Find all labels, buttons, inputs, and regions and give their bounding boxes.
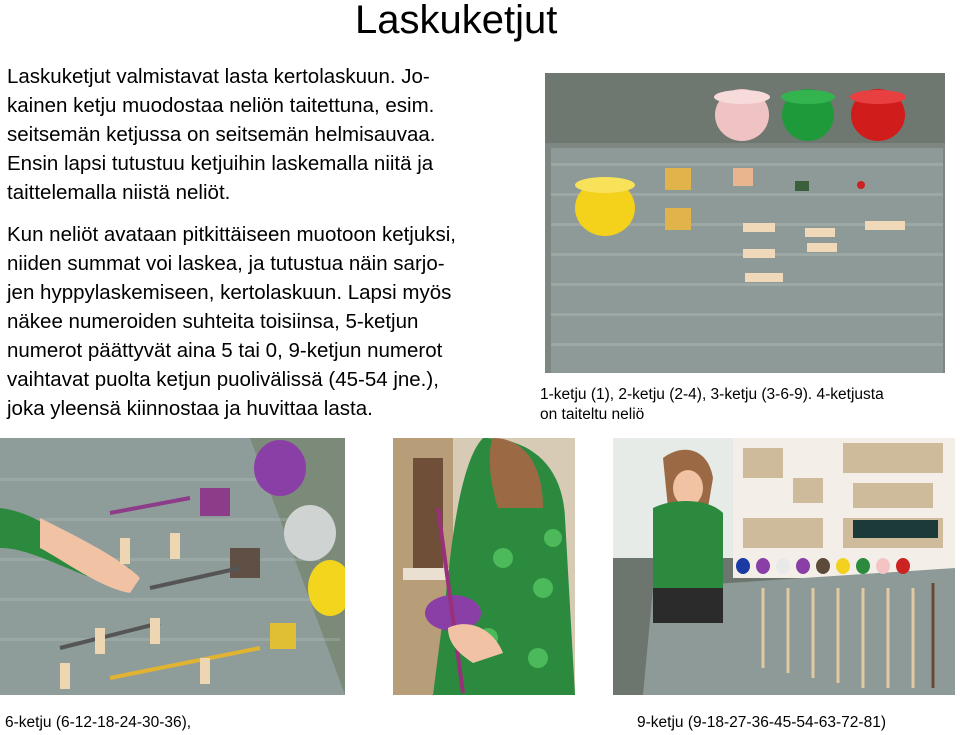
caption-short-chains bbox=[540, 385, 884, 425]
text-line: jen hyppylaskemiseen, kertolaskuun. Lapsi myös bbox=[7, 281, 452, 304]
page-title: Laskuketjut bbox=[355, 0, 558, 42]
photo-short-chains bbox=[545, 73, 945, 373]
text-line: seitsemän ketjussa on seitsemän helmisauvaa. bbox=[7, 123, 436, 146]
caption-six-chain: 6-ketju (6-12-18-24-30-36), bbox=[5, 714, 192, 731]
explanation-paragraph bbox=[7, 220, 532, 423]
text-line: Ensin lapsi tutustuu ketjuihin laskemalla niitä ja bbox=[7, 152, 434, 175]
photo-nine-chain bbox=[613, 438, 955, 695]
text-line: kainen ketju muodostaa neliön taitettuna, esim. bbox=[7, 94, 435, 117]
caption-line: 1-ketju (1), 2-ketju (2-4), 3-ketju (3-6-9). 4-ketjusta bbox=[540, 386, 884, 403]
photo-six-chain bbox=[0, 438, 345, 695]
photo-girl-beads bbox=[393, 438, 575, 695]
intro-paragraph bbox=[7, 62, 532, 207]
caption-nine-chain: 9-ketju (9-18-27-36-45-54-63-72-81) bbox=[637, 714, 886, 731]
text-line: Laskuketjut valmistavat lasta kertolaskuun. Jo- bbox=[7, 65, 430, 88]
text-line: niiden summat voi laskea, ja tutustua näin sarjo- bbox=[7, 252, 445, 275]
text-line: taittelemalla niistä neliöt. bbox=[7, 181, 231, 204]
text-line: näkee numeroiden suhteita toisiinsa, 5-ketjun bbox=[7, 310, 419, 333]
text-line: vaihtavat puolta ketjun puolivälissä (45-54 jne.), bbox=[7, 368, 439, 391]
text-line: joka yleensä kiinnostaa ja huvittaa lasta. bbox=[7, 397, 373, 420]
text-line: Kun neliöt avataan pitkittäiseen muotoon ketjuksi, bbox=[7, 223, 456, 246]
caption-line: on taiteltu neliö bbox=[540, 406, 645, 423]
text-line: numerot päättyvät aina 5 tai 0, 9-ketjun numerot bbox=[7, 339, 443, 362]
